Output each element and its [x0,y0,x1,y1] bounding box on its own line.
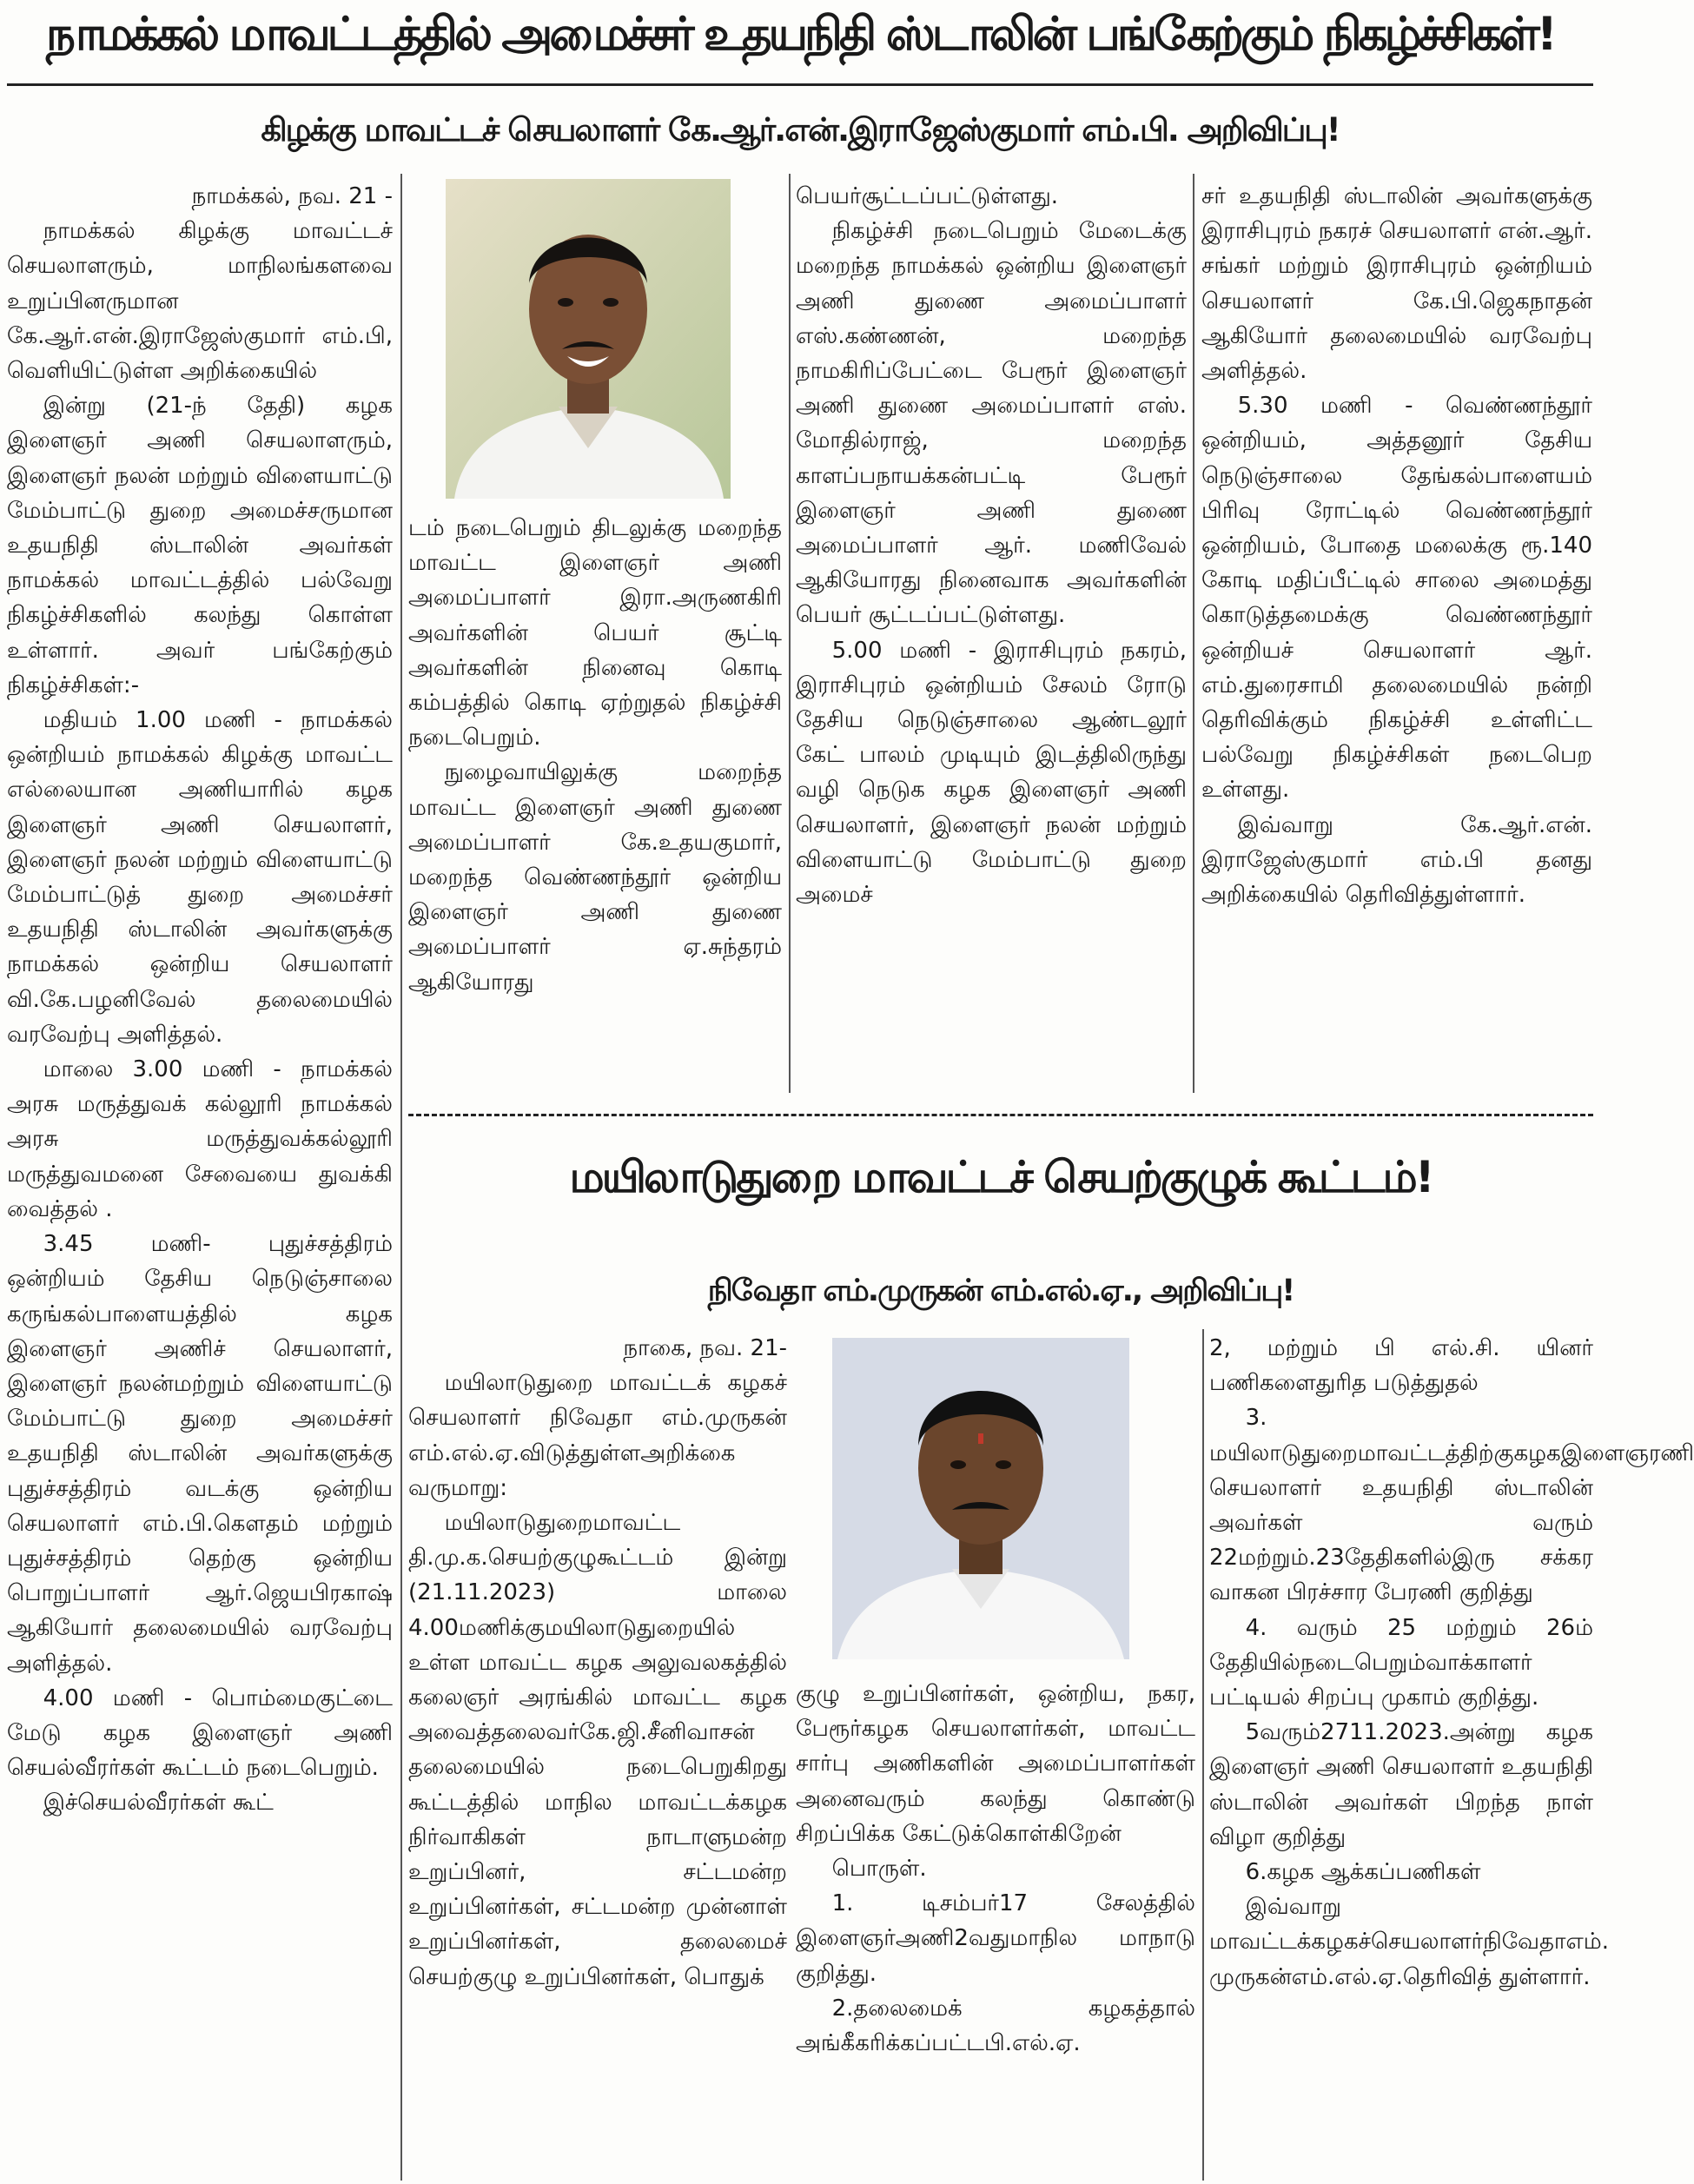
top-article-column-4 [1201,179,1592,1091]
portrait-man-mustache-icon [832,1338,1129,1659]
second-headline: மயிலாடுதுறை மாவட்டச் செயற்குழுக் கூட்டம்! [569,1152,1433,1202]
main-headline: நாமக்கல் மாவட்டத்தில் அமைச்சர் உதயநிதி ஸ்டாலின் பங்கேற்கும் நிகழ்ச்சிகள்! [46,8,1554,61]
top-article-column-3 [796,179,1187,1091]
paragraph: 4.00 மணி - பொம்மைகுட்டை மேடு கழக இளைஞர் அணி செயல்வீரர்கள் கூட்டம் நடைபெறும். [7,1684,393,1782]
nivetha-murugan-photo [832,1338,1129,1659]
second-subheadline: நிவேதா எம்.முருகன் எம்.எல்.ஏ., அறிவிப்பு! [707,1274,1294,1308]
rajeshkumar-photo [446,179,731,499]
headline-divider [7,83,1593,86]
column-rule-2 [789,174,791,1093]
paragraph: நாமக்கல் கிழக்கு மாவட்டச் செயலாளரும், மாநிலங்களவை உறுப்பினருமான கே.ஆர்.என்.இராஜேஸ்குமார் எம்.பி, வெளியிட்டுள்ள அறிக்கையில் [7,218,393,385]
paragraph: 5.00 மணி - இராசிபுரம் நகரம், இராசிபுரம் ஒன்றியம் சேலம் ரோடு தேசிய நெடுஞ்சாலை ஆண்டலூர் கேட் பாலம் முடியும் இடத்திலிருந்து வழி நெடுக கழக இளைஞர் அணி செயலாளர், இளைஞர் நலன் மற்றும் விளையாட்டு மேம்பாட்டு துறை அமைச் [796,637,1187,909]
top-article-column-1 [7,179,393,2177]
top-subheadline: கிழக்கு மாவட்டச் செயலாளர் கே.ஆர்.என்.இராஜேஸ்குமார் எம்.பி. அறிவிப்பு! [261,111,1340,149]
paragraph: நிகழ்ச்சி நடைபெறும் மேடைக்கு மறைந்த நாமக்கல் ஒன்றிய இளைஞர் அணி துணை அமைப்பாளர் எஸ்.கண்ணன், மறைந்த நாமகிரிப்பேட்டை பேரூர் இளைஞர் அணி துணை அமைப்பாளர் எஸ். மோதில்ராஜ், மறைந்த காளப்பநாயக்கன்பட்டி பேரூர் இளைஞர் அணி துணை அமைப்பாளர் ஆர். மணிவேல் ஆகியோரது நினைவாக அவர்களின் பெயர் சூட்டப்பட்டுள்ளது. [796,218,1187,629]
paragraph: பொருள். [831,1856,927,1883]
paragraph: பெயர்சூட்டப்பட்டுள்ளது. [796,183,1059,209]
paragraph: 2, மற்றும் பி எல்.சி. யினர் பணிகளைதுரித படுத்துதல் [1209,1335,1593,1397]
paragraph: 1. டிசம்பர்17 சேலத்தில் இளைஞர்அணி2வதுமாநில மாநாடு குறித்து. [796,1890,1195,1987]
paragraph: டம் நடைபெறும் திடலுக்கு மறைந்த மாவட்ட இளைஞர் அணி அமைப்பாளர் இரா.அருணகிரி அவர்களின் பெயர் சூட்டி அவர்களின் நினைவு கொடி கம்பத்தில் கொடி ஏற்றுதல் நிகழ்ச்சி நடைபெறும். [408,515,782,751]
paragraph: சர் உதயநிதி ஸ்டாலின் அவர்களுக்கு இராசிபுரம் நகரச் செயலாளர் என்.ஆர். சங்கர் மற்றும் இராசிபுரம் ஒன்றியம் செயலாளர் கே.பி.ஜெகநாதன் ஆகியோர் தலைமையில் வரவேற்பு அளித்தல். [1201,183,1592,385]
bottom-article-column-4 [1209,1331,1694,2181]
paragraph: 6.கழக ஆக்கப்பணிகள் [1245,1859,1481,1886]
paragraph: 3. மயிலாடுதுறைமாவட்டத்திற்குகழகஇளைஞரணி செயலாளர் உதயநிதி ஸ்டாலின் அவர்கள் வரும் 22மற்றும்.23தேதிகளில்இரு சக்கர வாகன பிரச்சார பேரணி குறித்து [1209,1405,1694,1606]
paragraph: மாலை 3.00 மணி - நாமக்கல் அரசு மருத்துவக் கல்லூரி நாமக்கல் அரசு மருத்துவக்கல்லூரி மருத்துவமனை சேவையை துவக்கி வைத்தல் . [7,1056,393,1222]
paragraph: மயிலாடுதுறை மாவட்டக் கழகச் செயலாளர் நிவேதா எம்.முருகன் எம்.எல்.ஏ.விடுத்துள்ளஅறிக்கை வருமாறு: [408,1370,787,1501]
paragraph: 5வரும்2711.2023.அன்று கழக இளைஞர் அணி செயலாளர் உதயநிதி ஸ்டாலின் அவர்கள் பிறந்த நாள் விழா குறித்து [1209,1719,1594,1850]
column-rule-1 [400,174,402,2181]
paragraph: மதியம் 1.00 மணி - நாமக்கல் ஒன்றியம் நாமக்கல் கிழக்கு மாவட்ட எல்லையான அணியாரில் கழக இளைஞர் அணி செயலாளர், இளைஞர் நலன் மற்றும் விளையாட்டு மேம்பாட்டுத் துறை அமைச்சர் உதயநிதி ஸ்டாலின் அவர்களுக்கு நாமக்கல் ஒன்றிய செயலாளர் வி.கே.பழனிவேல் தலைமையில் வரவேற்பு அளித்தல். [7,707,393,1048]
bottom-article-column-2 [408,1331,787,2181]
paragraph: இவ்வாறு கே.ஆர்.என். இராஜேஸ்குமார் எம்.பி தனது அறிக்கையில் தெரிவித்துள்ளார். [1201,811,1592,909]
column-rule-4 [1202,1329,1204,2181]
top-article-column-2 [408,511,782,1091]
paragraph: குழு உறுப்பினர்கள், ஒன்றிய, நகர, பேரூர்கழக செயலாளர்கள், மாவட்ட சார்பு அணிகளின் அமைப்பாளர்கள் அனைவரும் கலந்து கொண்டு சிறப்பிக்க கேட்டுக்கொள்கிறேன் [796,1681,1195,1847]
bottom-article-column-3 [796,1677,1195,2181]
paragraph: 4. வரும் 25 மற்றும் 26ம் தேதியில்நடைபெறும்வாக்காளர் பட்டியல் சிறப்பு முகாம் குறித்து. [1209,1614,1593,1711]
paragraph: இவ்வாறு மாவட்டக்கழகச்செயலாளர்நிவேதாஎம். முருகன்எம்.எல்.ஏ.தெரிவித் துள்ளார். [1209,1894,1609,1990]
paragraph: நாமக்கல், நவ. 21 - [191,183,393,209]
column-rule-3 [1193,174,1194,1093]
paragraph: நாகை, நவ. 21- [623,1335,787,1361]
paragraph: 5.30 மணி - வெண்ணந்தூர் ஒன்றியம், அத்தனூர் தேசிய நெடுஞ்சாலை தேங்கல்பாளையம் பிரிவு ரோட்டில் வெண்ணந்தூர் ஒன்றியம், போதை மலைக்கு ரூ.140 கோடி மதிப்பீட்டில் சாலை அமைத்து கொடுத்தமைக்கு வெண்ணந்தூர் ஒன்றியச் செயலாளர் ஆர். எம்.துரைசாமி தலைமையில் நன்றி தெரிவிக்கும் நிகழ்ச்சி உள்ளிட்ட பல்வேறு நிகழ்ச்சிகள் நடைபெற உள்ளது. [1201,393,1592,804]
paragraph: நுழைவாயிலுக்கு மறைந்த மாவட்ட இளைஞர் அணி துணை அமைப்பாளர் கே.உதயகுமார், மறைந்த வெண்ணந்தூர் ஒன்றிய இளைஞர் அணி துணை அமைப்பாளர் ஏ.சுந்தரம் ஆகியோரது [408,759,782,996]
paragraph: 3.45 மணி- புதுச்சத்திரம் ஒன்றியம் தேசிய நெடுஞ்சாலை கருங்கல்பாளையத்தில் கழக இளைஞர் அணிச் செயலாளர், இளைஞர் நலன்மற்றும் விளையாட்டு மேம்பாட்டு துறை அமைச்சர் உதயநிதி ஸ்டாலின் அவர்களுக்கு புதுச்சத்திரம் வடக்கு ஒன்றிய செயலாளர் எம்.பி.கௌதம் மற்றும் புதுச்சத்திரம் தெற்கு ஒன்றிய பொறுப்பாளர் ஆர்.ஜெயபிரகாஷ் ஆகியோர் தலைமையில் வரவேற்பு அளித்தல். [7,1231,393,1677]
article-separator [408,1114,1593,1116]
paragraph: இச்செயல்வீரர்கள் கூட் [43,1790,274,1817]
paragraph: இன்று (21-ந் தேதி) கழக இளைஞர் அணி செயலாளரும், இளைஞர் நலன் மற்றும் விளையாட்டு மேம்பாட்டு துறை அமைச்சருமான உதயநிதி ஸ்டாலின் அவர்கள் நாமக்கல் மாவட்டத்தில் பல்வேறு நிகழ்ச்சிகளில் கலந்து கொள்ள உள்ளார். அவர் பங்கேற்கும் நிகழ்ச்சிகள்:- [7,393,393,698]
portrait-man-white-shirt-icon [446,179,731,499]
paragraph: 2.தலைமைக் கழகத்தால் அங்கீகரிக்கப்பட்டபி.எல்.ஏ. [796,1995,1195,2057]
paragraph: மயிலாடுதுறைமாவட்ட தி.மு.க.செயற்குழுகூட்டம் இன்று (21.11.2023) மாலை 4.00மணிக்குமயிலாடுதுறையில் உள்ள மாவட்ட கழக அலுவலகத்தில் கலைஞர் அரங்கில் மாவட்ட கழக அவைத்தலைவர்கே.ஜி.சீனிவாசன் தலைமையில் நடைபெறுகிறது கூட்டத்தில் மாநில மாவட்டக்கழக நிர்வாகிகள் நாடாளுமன்ற உறுப்பினர், சட்டமன்ற உறுப்பினர்கள், சட்டமன்ற முன்னாள் உறுப்பினர்கள், தலைமைச் செயற்குழு உறுப்பினர்கள், பொதுக் [408,1510,787,1990]
